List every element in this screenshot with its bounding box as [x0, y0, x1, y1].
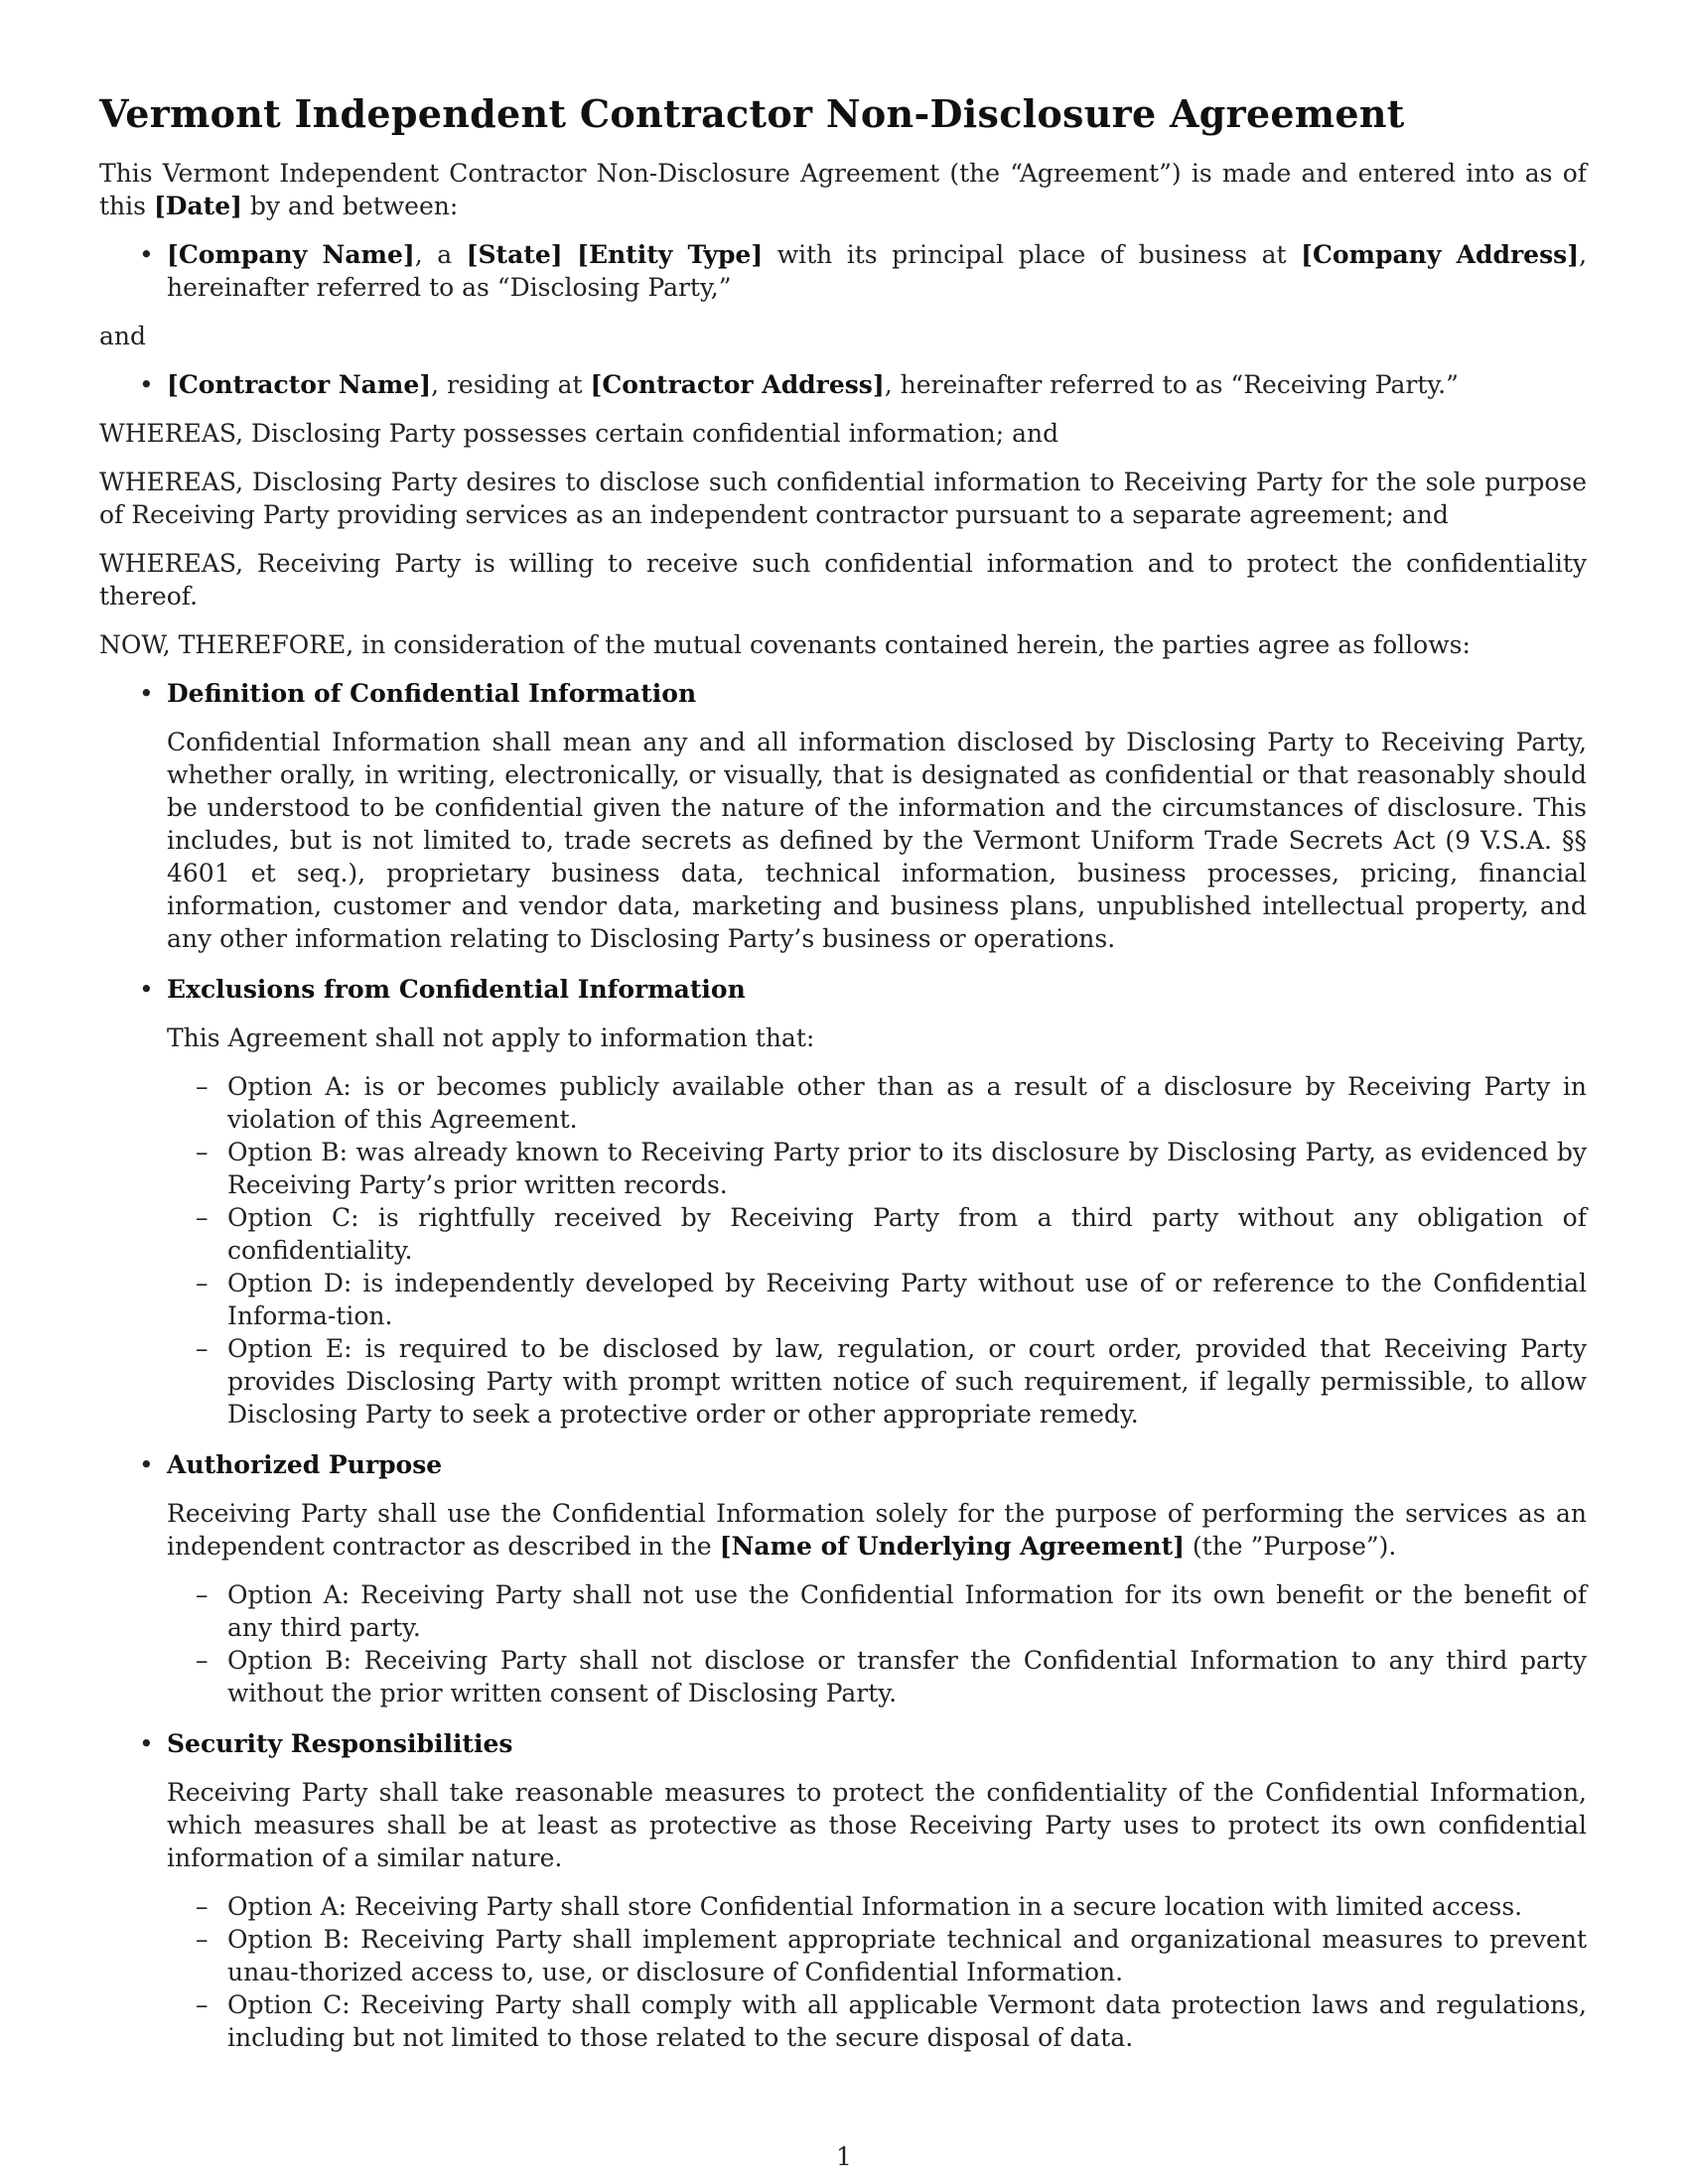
company-name-placeholder: [Company Name] — [167, 240, 415, 269]
option-item: – Option B: Receiving Party shall not disclose or transfer the Confidential Information to any third party without the prior written consent of Disclosing Party. — [167, 1644, 1587, 1709]
section-exclusions — [99, 973, 1587, 1431]
section-authorized-purpose — [99, 1448, 1587, 1709]
receiving-text: , residing at — [431, 370, 583, 399]
intro-paragraph — [99, 157, 1587, 222]
document-title: Vermont Independent Contractor Non-Disclosure Agreement — [99, 91, 1405, 136]
disclosing-text: with its principal place of business at — [776, 240, 1287, 269]
section-title: • Security Responsibilities — [167, 1729, 513, 1758]
contractor-address-placeholder: [Contractor Address] — [590, 370, 885, 399]
and-text: and — [99, 322, 147, 350]
whereas-clause: WHEREAS, Disclosing Party desires to disclose such confidential information to Receiving Party for the sole purpose of Receiving Party providing services as an independent contractor pursuant to a separate agreement; and — [99, 468, 1587, 529]
section-security — [99, 1727, 1587, 2054]
receiving-party-list — [99, 368, 1587, 401]
options-list — [167, 1070, 1587, 1431]
whereas-clause: WHEREAS, Receiving Party is willing to receive such confidential information and to protect the confidentiality thereof. — [99, 549, 1587, 611]
option-item: – Option A: Receiving Party shall not use the Confidential Information for its own benefit or the benefit of any third party. — [167, 1578, 1587, 1644]
option-item: – Option A: is or becomes publicly available other than as a result of a disclosure by Receiving Party in violation of this Agreement. — [167, 1070, 1587, 1136]
option-item: – Option B: was already known to Receiving Party prior to its disclosure by Disclosing Party, as evidenced by Receiving Party’s prior written records. — [167, 1136, 1587, 1201]
section-body — [167, 1497, 1587, 1563]
document-content — [99, 91, 1587, 2072]
intro-text-end: by and between: — [249, 192, 459, 220]
section-body: Receiving Party shall take reasonable measures to protect the confidentiality of the Confidential Information, which measures shall be at least as protective as those Receiving Party uses to protect its own confidential information of a similar nature. — [167, 1778, 1587, 1872]
disclosing-text-end: , hereinafter referred to as “Disclosing Party,” — [167, 240, 1588, 302]
now-therefore-clause: NOW, THEREFORE, in consideration of the mutual covenants contained herein, the parties agree as follows: — [99, 630, 1471, 659]
section-title: • Authorized Purpose — [167, 1450, 443, 1479]
option-item: – Option A: Receiving Party shall store Confidential Information in a secure location with limited access. — [167, 1890, 1587, 1923]
option-item: – Option B: Receiving Party shall implement appropriate technical and organizational measures to prevent unau-thorized access to, use, or disclosure of Confidential Information. — [167, 1923, 1587, 1988]
company-address-placeholder: [Company Address] — [1301, 240, 1580, 269]
disclosing-party-list — [99, 238, 1587, 304]
option-item: – Option D: is independently developed by Receiving Party without use of or reference to the Confidential Informa-tion. — [167, 1267, 1587, 1332]
options-list — [167, 1578, 1587, 1709]
whereas-clause: WHEREAS, Disclosing Party possesses certain confidential information; and — [99, 419, 1059, 448]
option-item: – Option C: Receiving Party shall comply with all applicable Vermont data protection laws and regulations, including but not limited to those related to the secure disposal of data. — [167, 1988, 1587, 2054]
disclosing-party-item — [99, 238, 1587, 304]
section-body: This Agreement shall not apply to information that: — [167, 1024, 815, 1052]
receiving-party-item — [99, 368, 1587, 401]
options-list — [167, 1890, 1587, 2054]
receiving-text-end: , hereinafter referred to as “Receiving Party.” — [884, 370, 1459, 399]
option-item: – Option E: is required to be disclosed by law, regulation, or court order, provided that Receiving Party provides Disclosing Party with prompt written notice of such requirement, if legally permissible, to allow Disclosing Party to seek a protective order or other appropriate remedy. — [167, 1332, 1587, 1431]
date-placeholder: [Date] — [153, 192, 242, 220]
section-title: • Definition of Confidential Information — [167, 679, 697, 708]
section-title: • Exclusions from Confidential Information — [167, 975, 746, 1004]
option-item: – Option C: is rightfully received by Receiving Party from a third party without any obligation of confidentiality. — [167, 1201, 1587, 1267]
entity-type-placeholder: [Entity Type] — [577, 240, 764, 269]
page-number: 1 — [836, 2142, 852, 2171]
section-definition — [99, 677, 1587, 955]
underlying-agreement-placeholder: [Name of Underlying Agreement] — [719, 1532, 1185, 1561]
state-placeholder: [State] — [466, 240, 563, 269]
section-body: Confidential Information shall mean any and all information disclosed by Disclosing Party to Receiving Party, whether orally, in writing, electronically, or visually, that is designated as confidential or that reasonably should be understood to be confidential given the nature of the information and the circumstances of disclosure. This includes, but is not limited to, trade secrets as defined by the Vermont Uniform Trade Secrets Act (9 V.S.A. §§ 4601 et seq.), proprietary business data, technical information, business processes, pricing, financial information, customer and vendor data, marketing and business plans, unpublished intellectual property, and any other information relating to Disclosing Party’s business or operations. — [167, 728, 1587, 953]
purpose-text: Receiving Party shall use the Confidential Information solely for the purpose of performing the services as an independent contractor as described in the — [167, 1499, 1587, 1561]
purpose-text-end: (the ”Purpose”). — [1192, 1532, 1397, 1561]
contractor-name-placeholder: [Contractor Name] — [167, 370, 432, 399]
sections-list — [99, 677, 1587, 2054]
intro-text: This Vermont Independent Contractor Non-Disclosure Agreement (the “Agreement”) is made and entered into as of this — [99, 159, 1587, 220]
disclosing-sep: , a — [414, 240, 453, 269]
